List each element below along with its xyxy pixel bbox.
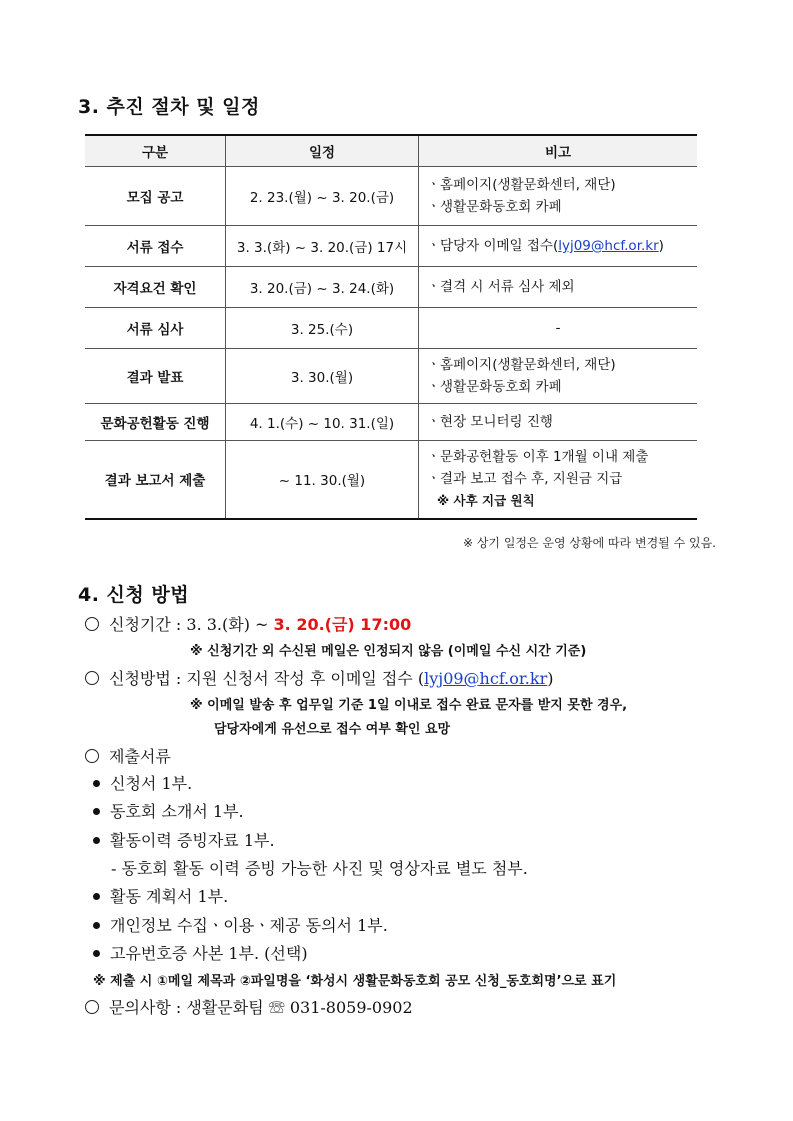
note-bold: ※ 사후 지급 원칙 (437, 493, 535, 509)
circle-bullet-icon (85, 671, 99, 685)
method-note-2: 담당자에게 유선으로 접수 여부 확인 요망 (214, 722, 451, 737)
note-line: ㆍ문화공헌활동 이후 1개월 이내 제출 (427, 449, 649, 466)
row-date: ~ 11. 30.(월) (226, 441, 419, 519)
doc-item: 활동이력 증빙자료 1부. (110, 831, 275, 850)
email-link[interactable]: lyj09@hcf.or.kr (424, 669, 548, 688)
method-line (85, 666, 553, 689)
bullet-dot-icon (93, 922, 100, 929)
list-item (93, 941, 308, 964)
table-row (85, 441, 697, 519)
section-3-title: 3. 추진 절차 및 일정 (78, 96, 260, 118)
method-suffix: ) (547, 669, 554, 688)
list-item (93, 771, 192, 794)
row-notes (419, 349, 698, 404)
table-row (85, 308, 697, 349)
circle-bullet-icon (85, 1000, 99, 1014)
table-row (85, 267, 697, 308)
note-line: ㆍ홈페이지(생활문화센터, 재단) (427, 357, 616, 373)
bullet-dot-icon (93, 837, 100, 844)
list-item (93, 828, 275, 851)
period-line (85, 612, 411, 635)
row-notes: ㆍ결격 시 서류 심사 제외 (419, 267, 698, 308)
table-row (85, 167, 697, 226)
bullet-dot-icon (93, 808, 100, 815)
table-row (85, 349, 697, 404)
row-notes (419, 226, 698, 267)
row-date: 2. 23.(월) ~ 3. 20.(금) (226, 167, 419, 226)
note-line: ㆍ홈페이지(생활문화센터, 재단) (427, 177, 616, 193)
method-label: 신청방법 : 지원 신청서 작성 후 이메일 접수 ( (109, 669, 425, 688)
table-row (85, 226, 697, 267)
method-note-1: ※ 이메일 발송 후 업무일 기준 1일 이내로 접수 완료 문자를 받지 못한 경우, (190, 698, 628, 713)
submit-note: ※ 제출 시 ①메일 제목과 ②파일명을 ‘화성시 생활문화동호회 공모 신청_동호회명’으로 표기 (93, 974, 617, 989)
doc-item: 활동 계획서 1부. (110, 887, 229, 906)
table-note: ※ 상기 일정은 운영 상황에 따라 변경될 수 있음. (462, 536, 716, 550)
list-item (93, 913, 388, 936)
row-notes (419, 441, 698, 519)
note-line: ㆍ생활문화동호회 카페 (427, 379, 562, 395)
row-category: 모집 공고 (85, 167, 226, 226)
note-prefix: ㆍ담당자 이메일 접수( (427, 238, 559, 254)
header-date: 일정 (226, 135, 419, 167)
circle-bullet-icon (85, 749, 99, 763)
list-item (93, 884, 228, 907)
circle-bullet-icon (85, 617, 99, 631)
header-notes: 비고 (419, 135, 698, 167)
contact-text: 문의사항 : 생활문화팀 ☏ 031-8059-0902 (109, 998, 413, 1017)
contact-line (85, 995, 413, 1018)
row-date: 3. 30.(월) (226, 349, 419, 404)
row-date: 3. 20.(금) ~ 3. 24.(화) (226, 267, 419, 308)
period-highlight: 3. 20.(금) 17:00 (273, 615, 412, 634)
header-category: 구분 (85, 135, 226, 167)
row-category: 문화공헌활동 진행 (85, 404, 226, 441)
doc-item: 동호회 소개서 1부. (110, 802, 244, 821)
row-category: 결과 발표 (85, 349, 226, 404)
row-date: 4. 1.(수) ~ 10. 31.(일) (226, 404, 419, 441)
list-item (93, 799, 244, 822)
row-category: 결과 보고서 제출 (85, 441, 226, 519)
row-notes: ㆍ현장 모니터링 진행 (419, 404, 698, 441)
row-notes: - (419, 308, 698, 349)
note-suffix: ) (658, 238, 664, 254)
note-line: ㆍ결과 보고 접수 후, 지원금 지급 (427, 471, 623, 488)
table-row (85, 404, 697, 441)
doc-item: 고유번호증 사본 1부. (선택) (110, 944, 308, 963)
bullet-dot-icon (93, 780, 100, 787)
email-link[interactable]: lyj09@hcf.or.kr (558, 238, 659, 254)
section-4-title: 4. 신청 방법 (78, 584, 190, 606)
period-label: 신청기간 : 3. 3.(화) ~ (109, 615, 274, 634)
table-header-row (85, 135, 697, 167)
docs-line (85, 744, 171, 767)
bullet-dot-icon (93, 950, 100, 957)
row-date: 3. 25.(수) (226, 308, 419, 349)
period-note: ※ 신청기간 외 수신된 메일은 인정되지 않음 (이메일 수신 시간 기준) (190, 644, 587, 659)
bullet-dot-icon (93, 893, 100, 900)
docs-label: 제출서류 (109, 747, 171, 766)
row-category: 서류 심사 (85, 308, 226, 349)
doc-sub-item: - 동호회 활동 이력 증빙 가능한 사진 및 영상자료 별도 첨부. (111, 859, 528, 878)
doc-item: 신청서 1부. (110, 774, 193, 793)
note-line: ㆍ생활문화동호회 카페 (427, 199, 562, 215)
row-notes (419, 167, 698, 226)
schedule-table (85, 134, 697, 520)
row-category: 자격요건 확인 (85, 267, 226, 308)
doc-item: 개인정보 수집ㆍ이용ㆍ제공 동의서 1부. (110, 916, 388, 935)
row-category: 서류 접수 (85, 226, 226, 267)
row-date: 3. 3.(화) ~ 3. 20.(금) 17시 (226, 226, 419, 267)
